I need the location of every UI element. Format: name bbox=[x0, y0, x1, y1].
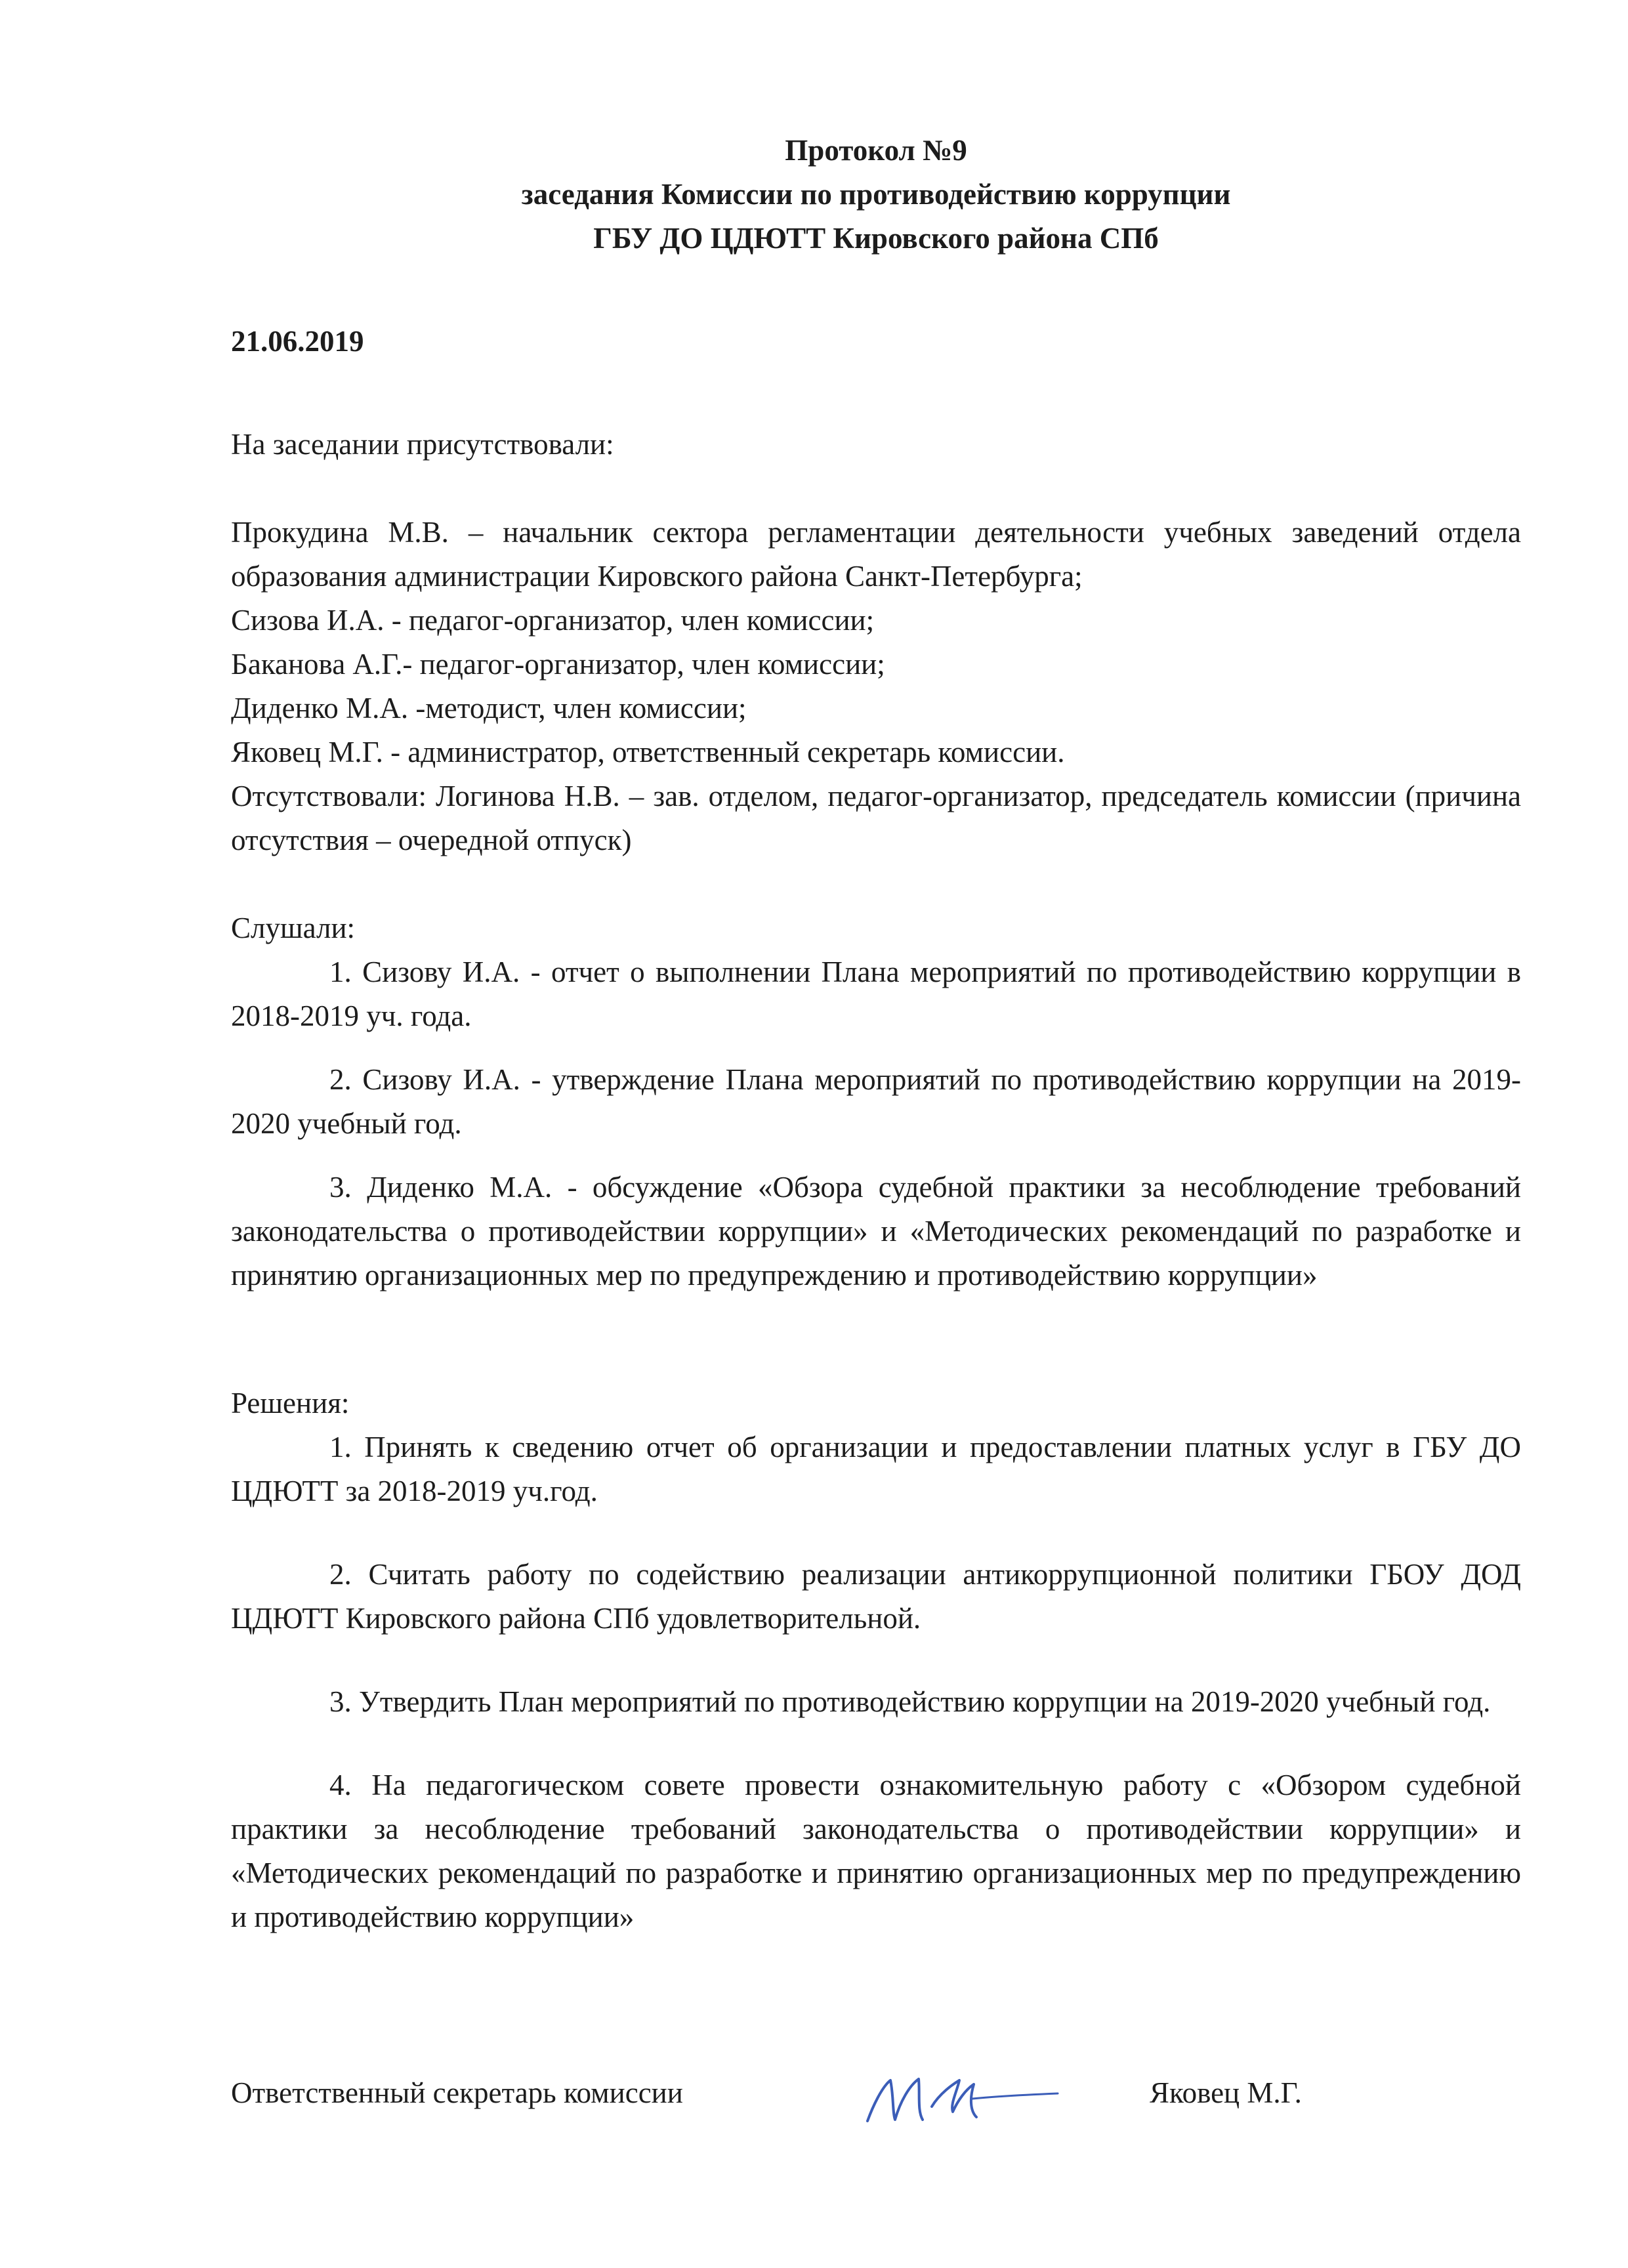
heard-item: 2. Сизову И.А. - утверждение Плана мероприятий по противодействию коррупции на 2019-2020 учебный год. bbox=[231, 1063, 1521, 1140]
attendee-entry: Диденко М.А. -методист, член комиссии; bbox=[231, 692, 747, 724]
heard-item: 3. Диденко М.А. - обсуждение «Обзора судебной практики за несоблюдение требований законодательства о противодействии коррупции» и «Методических рекомендаций по разработке и принятию организационных мер по предупреждению и противодействию коррупции» bbox=[231, 1171, 1521, 1292]
handwritten-signature bbox=[854, 2061, 1064, 2133]
spacer bbox=[231, 1146, 1521, 1166]
signatory-name: Яковец М.Г. bbox=[1150, 2076, 1302, 2109]
attendee-entry: Сизова И.А. - педагог-организатор, член комиссии; bbox=[231, 604, 875, 637]
heard-item: 1. Сизову И.А. - отчет о выполнении Плана мероприятий по противодействию коррупции в 2018-2019 уч. года. bbox=[231, 956, 1521, 1032]
attendee-entry: Яковец М.Г. - администратор, ответственный секретарь комиссии. bbox=[231, 736, 1065, 768]
document-body bbox=[231, 129, 1521, 1939]
spacer bbox=[231, 1724, 1521, 1763]
spacer bbox=[231, 862, 1521, 906]
decision-item: 4. На педагогическом совете провести ознакомительную работу с «Обзором судебной практики за несоблюдение требований законодательства о противодействии коррупции» и «Методических рекомендаций по разработке и принятию организационных мер по предупреждению и противодействию коррупции» bbox=[231, 1769, 1521, 1933]
attendee-entry: Баканова А.Г.- педагог-организатор, член комиссии; bbox=[231, 648, 885, 681]
decisions-section-label: Решения: bbox=[231, 1387, 350, 1419]
attendees-list bbox=[231, 511, 1521, 862]
heard-section-label: Слушали: bbox=[231, 912, 356, 944]
document-date: 21.06.2019 bbox=[231, 325, 364, 358]
title-line-1: Протокол №9 bbox=[785, 134, 967, 167]
spacer bbox=[231, 1297, 1521, 1381]
spacer bbox=[231, 467, 1521, 511]
title-line-2: заседания Комиссии по противодействию коррупции bbox=[521, 178, 1231, 211]
decision-item: 3. Утвердить План мероприятий по противодействию коррупции на 2019-2020 учебный год. bbox=[329, 1685, 1491, 1718]
decision-item: 2. Считать работу по содействию реализации антикоррупционной политики ГБОУ ДОД ЦДЮТТ Кировского района СПб удовлетворительной. bbox=[231, 1558, 1521, 1635]
title-line-3: ГБУ ДО ЦДЮТТ Кировского района СПб bbox=[593, 222, 1159, 255]
document-title bbox=[231, 129, 1521, 261]
attendance-intro: На заседании присутствовали: bbox=[231, 428, 614, 461]
absent-entry: Отсутствовали: Логинова Н.В. – зав. отделом, педагог-организатор, председатель комиссии (причина отсутствия – очередной отпуск) bbox=[231, 780, 1521, 856]
spacer bbox=[231, 1513, 1521, 1553]
decision-item: 1. Принять к сведению отчет об организации и предоставлении платных услуг в ГБУ ДО ЦДЮТТ за 2018-2019 уч.год. bbox=[231, 1431, 1521, 1507]
signature-block bbox=[231, 2061, 1521, 2139]
attendee-entry: Прокудина М.В. – начальник сектора регламентации деятельности учебных заведений отдела образования администрации Кировского района Санкт-Петербурга; bbox=[231, 516, 1521, 593]
decisions-list bbox=[231, 1425, 1521, 1939]
spacer bbox=[231, 1641, 1521, 1680]
heard-list bbox=[231, 950, 1521, 1297]
spacer bbox=[231, 1038, 1521, 1058]
signatory-role: Ответственный секретарь комиссии bbox=[231, 2076, 683, 2109]
